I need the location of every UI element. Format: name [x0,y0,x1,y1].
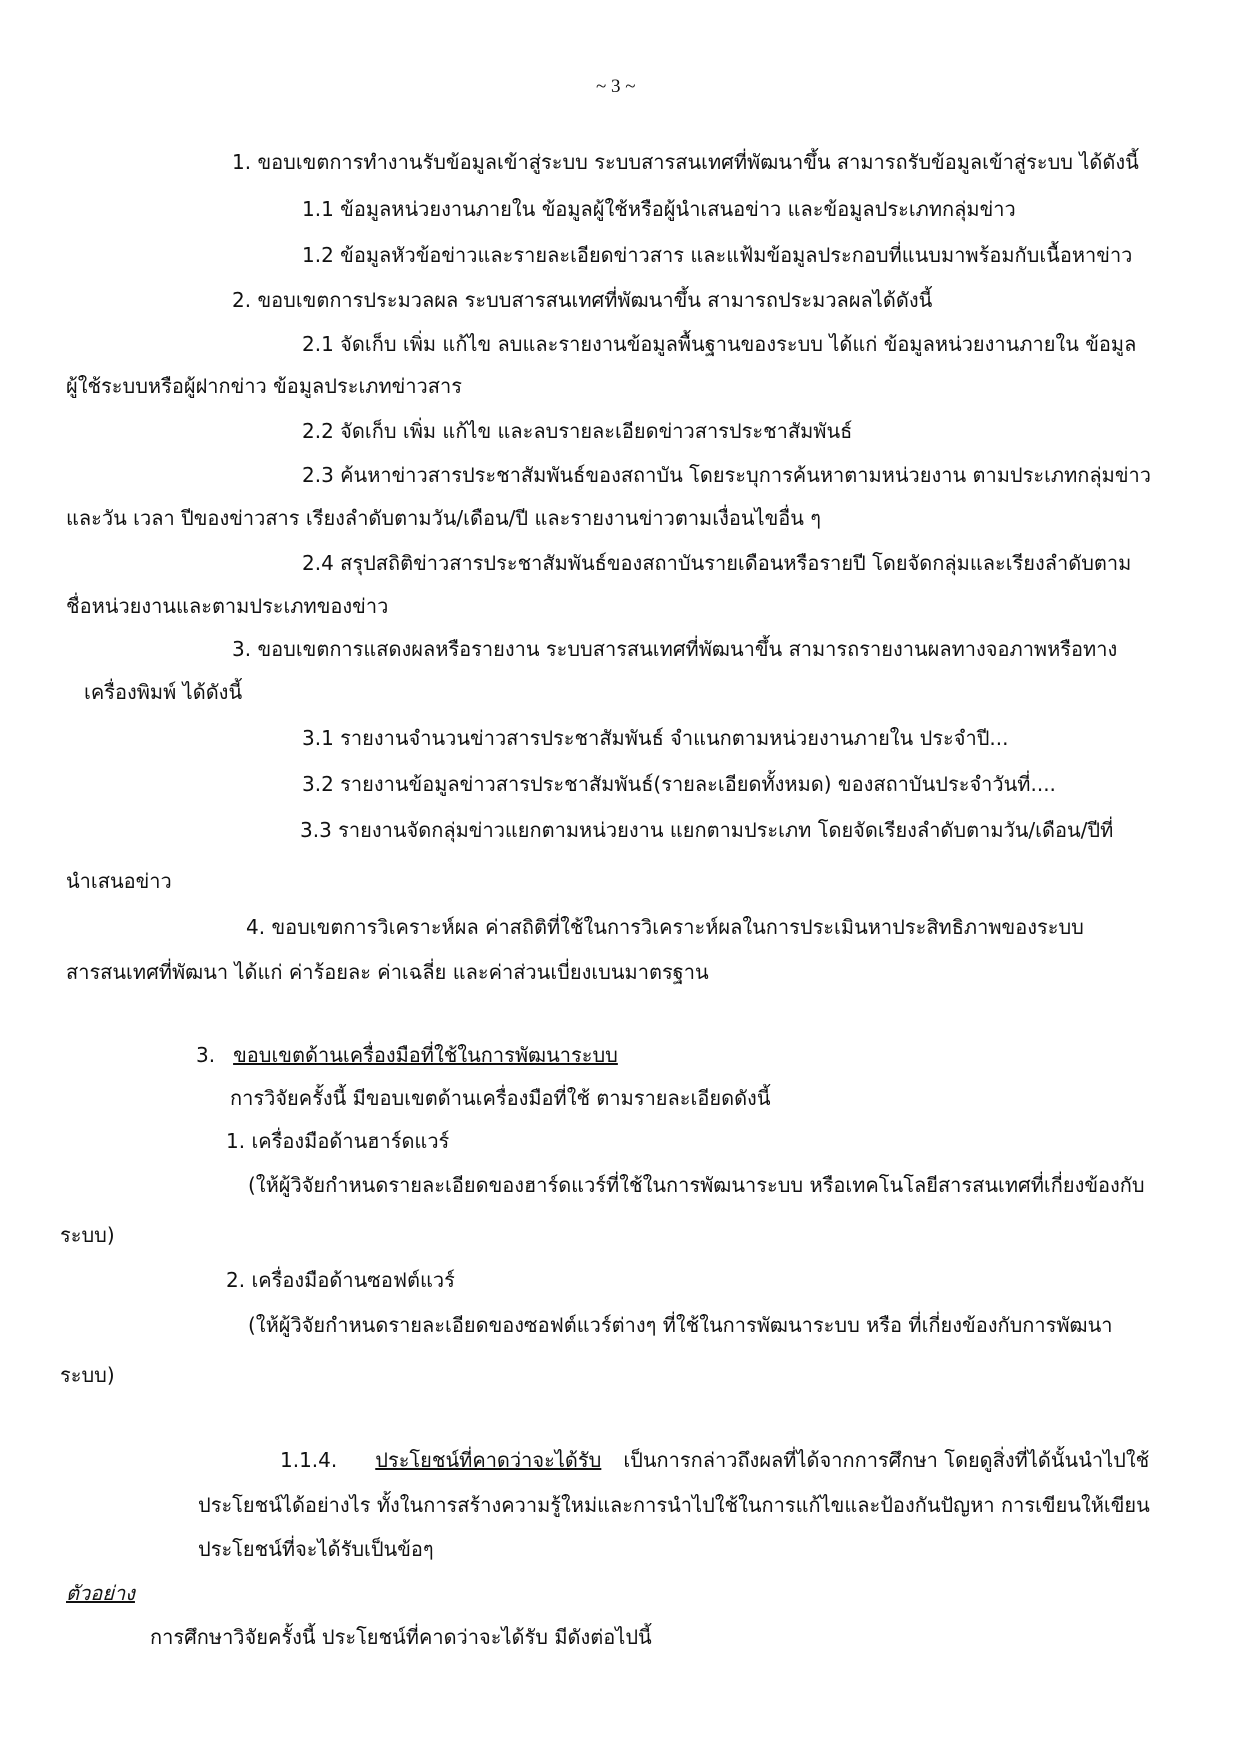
benefits-title: ประโยชน์ที่คาดว่าจะได้รับ [375,1448,602,1472]
tools-software-description: (ให้ผู้วิจัยกำหนดรายละเอียดของซอฟต์แวร์ต่างๆ ที่ใช้ในการพัฒนาระบบ หรือ ที่เกี่ยงข้องกับการพัฒนา [248,1313,1113,1337]
item-2-3-continued: และวัน เวลา ปีของข่าวสาร เรียงลำดับตามวัน/เดือน/ปี และรายงานข่าวตามเงื่อนไขอื่น ๆ [66,506,822,530]
benefits-continued-2: ประโยชน์ที่จะได้รับเป็นข้อๆ [198,1537,434,1561]
item-3-2: 3.2 รายงานข้อมูลข่าวสารประชาสัมพันธ์(รายละเอียดทั้งหมด) ของสถาบันประจำวันที่.... [302,772,1056,796]
tools-scope-intro: การวิจัยครั้งนี้ มีขอบเขตด้านเครื่องมือที่ใช้ ตามรายละเอียดดังนี้ [230,1086,771,1110]
item-2-1-continued: ผู้ใช้ระบบหรือผู้ฝากข่าว ข้อมูลประเภทข่าวสาร [66,374,462,398]
page-number: ~ 3 ~ [596,76,636,97]
scope-output-continued: เครื่องพิมพ์ ได้ดังนี้ [84,680,243,704]
example-label: ตัวอย่าง [66,1581,135,1605]
item-2-1: 2.1 จัดเก็บ เพิ่ม แก้ไข ลบและรายงานข้อมูลพื้นฐานของระบบ ได้แก่ ข้อมูลหน่วยงานภายใน ข้อมูล [302,332,1137,356]
scope-analysis-continued: สารสนเทศที่พัฒนา ได้แก่ ค่าร้อยละ ค่าเฉลี่ย และค่าส่วนเบี่ยงเบนมาตรฐาน [66,960,709,984]
item-3-1: 3.1 รายงานจำนวนข่าวสารประชาสัมพันธ์ จำแนกตามหน่วยงานภายใน ประจำปี... [302,726,1009,750]
item-1-2: 1.2 ข้อมูลหัวข้อข่าวและรายละเอียดข่าวสาร และแฟ้มข้อมูลประกอบที่แนบมาพร้อมกับเนื้อหาข่าว [302,243,1133,267]
tools-software-continued: ระบบ) [60,1363,115,1387]
benefits-heading [280,1445,1149,1475]
scope-input-paragraph: 1. ขอบเขตการทำงานรับข้อมูลเข้าสู่ระบบ ระบบสารสนเทศที่พัฒนาขึ้น สามารถรับข้อมูลเข้าสู่ระบบ ได้ดังนี้ [232,150,1139,174]
tools-scope-number: 3. [196,1043,216,1067]
tools-scope-title: ขอบเขตด้านเครื่องมือที่ใช้ในการพัฒนาระบบ [233,1043,618,1067]
scope-analysis-paragraph: 4. ขอบเขตการวิเคราะห์ผล ค่าสถิติที่ใช้ในการวิเคราะห์ผลในการประเมินหาประสิทธิภาพของระบบ [246,915,1084,939]
tools-hardware-continued: ระบบ) [60,1223,115,1247]
item-3-3-continued: นำเสนอข่าว [66,869,172,893]
scope-processing-paragraph: 2. ขอบเขตการประมวลผล ระบบสารสนเทศที่พัฒนาขึ้น สามารถประมวลผลได้ดังนี้ [232,288,933,312]
item-2-4: 2.4 สรุปสถิติข่าวสารประชาสัมพันธ์ของสถาบันรายเดือนหรือรายปี โดยจัดกลุ่มและเรียงลำดับตาม [302,551,1132,575]
item-3-3: 3.3 รายงานจัดกลุ่มข่าวแยกตามหน่วยงาน แยกตามประเภท โดยจัดเรียงลำดับตามวัน/เดือน/ปีที่ [300,818,1114,842]
benefits-continued-1: ประโยชน์ได้อย่างไร ทั้งในการสร้างความรู้ใหม่และการนำไปใช้ในการแก้ไขและป้องกันปัญหา การเขียนให้เขียน [198,1493,1150,1517]
tools-hardware-description: (ให้ผู้วิจัยกำหนดรายละเอียดของฮาร์ดแวร์ที่ใช้ในการพัฒนาระบบ หรือเทคโนโลยีสารสนเทศที่เกี่ยงข้องกับ [248,1173,1145,1197]
benefits-number: 1.1.4. [280,1448,338,1472]
tools-hardware-item: 1. เครื่องมือด้านฮาร์ดแวร์ [226,1129,450,1153]
item-2-4-continued: ชื่อหน่วยงานและตามประเภทของข่าว [66,594,389,618]
tools-scope-heading [196,1040,618,1070]
tools-software-item: 2. เครื่องมือด้านซอฟต์แวร์ [226,1268,455,1292]
item-1-1: 1.1 ข้อมูลหน่วยงานภายใน ข้อมูลผู้ใช้หรือผู้นำเสนอข่าว และข้อมูลประเภทกลุ่มข่าว [302,197,1016,221]
example-text: การศึกษาวิจัยครั้งนี้ ประโยชน์ที่คาดว่าจะได้รับ มีดังต่อไปนี้ [150,1625,652,1649]
item-2-3: 2.3 ค้นหาข่าวสารประชาสัมพันธ์ของสถาบัน โดยระบุการค้นหาตามหน่วยงาน ตามประเภทกลุ่มข่าว [302,463,1151,487]
scope-output-paragraph: 3. ขอบเขตการแสดงผลหรือรายงาน ระบบสารสนเทศที่พัฒนาขึ้น สามารถรายงานผลทางจอภาพหรือทาง [232,637,1118,661]
benefits-description: เป็นการกล่าวถึงผลที่ได้จากการศึกษา โดยดูสิ่งที่ได้นั้นนำไปใช้ [623,1448,1150,1472]
item-2-2: 2.2 จัดเก็บ เพิ่ม แก้ไข และลบรายละเอียดข่าวสารประชาสัมพันธ์ [302,419,853,443]
